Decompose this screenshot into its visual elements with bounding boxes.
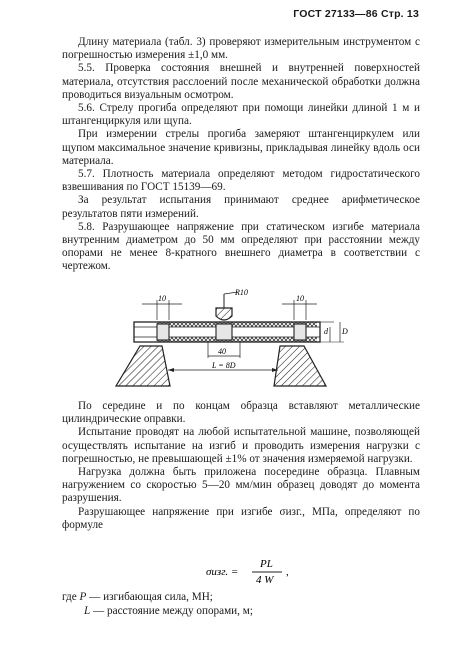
paragraph: Нагрузка должна быть приложена посередине образца. Плавным нагружением со скоростью 5—20 мм/мин образец доводят до момента разрушения. xyxy=(62,466,420,505)
mandrel-center xyxy=(216,324,232,340)
paragraph: Испытание проводят на любой испытательной машине, позволяющей осуществлять испытание на изгиб и проводить измерения нагрузки с погрешностью, не превышающей ±1% от значения измеряемой нагрузки. xyxy=(62,426,420,465)
paragraph: 5.8. Разрушающее напряжение при статическом изгибе материала внутренним диаметром до 50 мм определяют при расстоянии между опорами не менее 8-кратного внешнего диаметра в соответствии с чертежом. xyxy=(62,220,420,273)
definition-row xyxy=(62,604,420,618)
text-block-top xyxy=(62,36,420,274)
label-r10: R10 xyxy=(235,288,248,297)
mandrel-right xyxy=(294,324,306,340)
definition-row xyxy=(62,590,420,604)
right-support xyxy=(274,346,326,386)
definition-text: — расстояние между опорами, м; xyxy=(93,605,253,617)
paragraph: 5.6. Стрелу прогиба определяют при помощи линейки длиной 1 м и штангенциркуля или щупа. xyxy=(62,102,420,128)
paragraph: При измерении стрелы прогиба замеряют штангенциркулем или щупом максимальное значение кривизны, прикладывая линейку вдоль оси материала. xyxy=(62,128,420,167)
formula xyxy=(206,555,366,587)
definitions xyxy=(62,590,420,618)
paragraph: 5.7. Плотность материала определяют методом гидростатического взвешивания по ГОСТ 15139—69. xyxy=(62,168,420,194)
page-header: ГОСТ 27133—86 Стр. 13 xyxy=(293,8,419,20)
definition-symbol: L xyxy=(84,605,91,617)
paragraph: Разрушающее напряжение при изгибе σизг., МПа, определяют по формуле xyxy=(62,505,420,531)
paragraph: По середине и по концам образца вставляют металлические цилиндрические оправки. xyxy=(62,400,420,426)
label-d: d xyxy=(324,327,328,336)
definition-prefix: где xyxy=(62,591,77,603)
formula-numerator: PL xyxy=(260,558,273,570)
left-support xyxy=(116,346,170,386)
label-40: 40 xyxy=(218,347,226,356)
formula-lhs: σизг. = xyxy=(206,566,239,578)
definition-symbol: P xyxy=(79,591,87,603)
label-span: L = 8D xyxy=(212,361,236,370)
bending-test-figure xyxy=(112,286,362,396)
formula-tail: , xyxy=(286,566,289,578)
label-D: D xyxy=(342,327,348,336)
paragraph: За результат испытания принимают среднее арифметическое результатов пяти измерений. xyxy=(62,194,420,220)
text-block-bottom xyxy=(62,400,420,532)
label-left-10: 10 xyxy=(158,294,166,303)
paragraph: Длину материала (табл. 3) проверяют измерительным инструментом с погрешностью измерения ±1,0 мм. xyxy=(62,36,420,62)
definition-text: — изгибающая сила, МН; xyxy=(89,591,213,603)
loading-nose xyxy=(216,308,232,320)
label-right-10: 10 xyxy=(296,294,304,303)
paragraph: 5.5. Проверка состояния внешней и внутренней поверхностей материала, отсутствия расслоений после механической обработки должна проводиться визуальным осмотром. xyxy=(62,62,420,101)
formula-denominator: 4 W xyxy=(256,574,274,586)
mandrel-left xyxy=(157,324,169,340)
